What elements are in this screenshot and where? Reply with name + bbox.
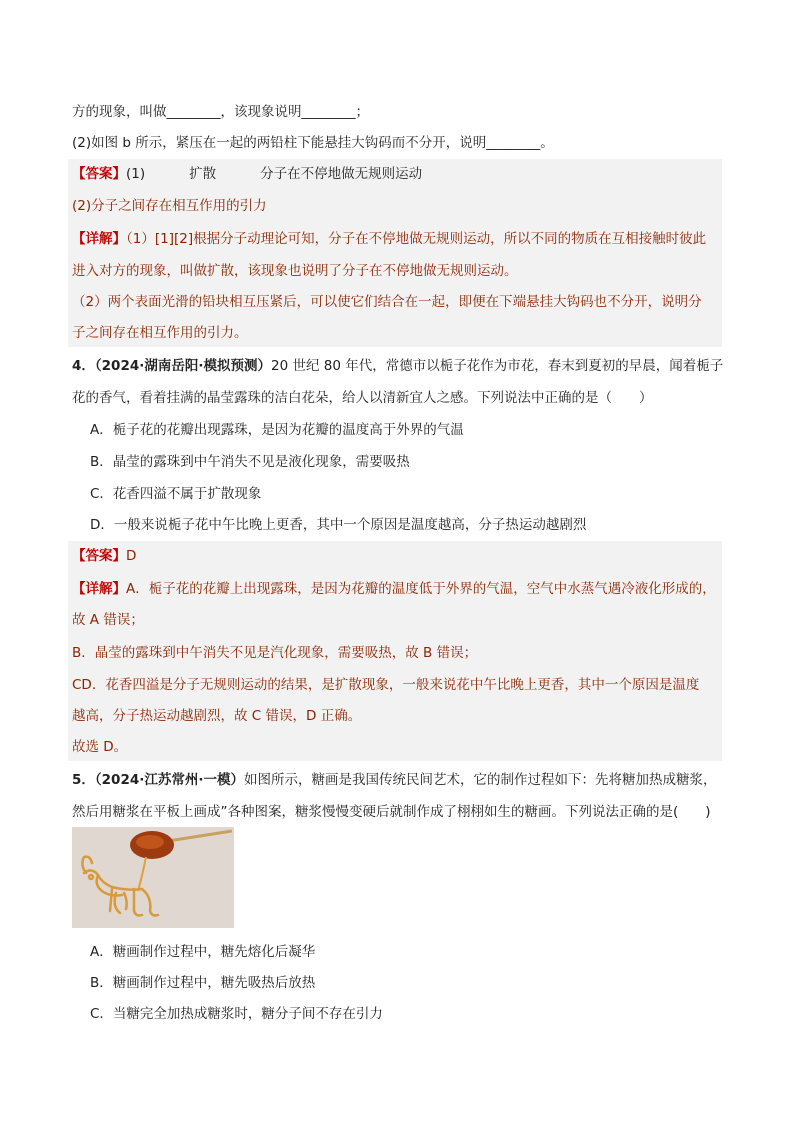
q4-option-d: D．一般来说栀子花中午比晚上更香，其中一个原因是温度越高，分子热运动越剧烈 [90, 517, 587, 533]
q4-detail-line2: 故 A 错误； [72, 612, 144, 628]
q5-number: 5． [72, 772, 95, 788]
detail-text: A．栀子花的花瓣上出现露珠，是因为花瓣的温度低于外界的气温，空气中水蒸气遇冷液化形成的， [126, 581, 716, 597]
detail-label: 【详解】 [72, 581, 126, 597]
q4-source: （2024·湖南岳阳·模拟预测） [94, 358, 271, 374]
q4-number: 4． [72, 358, 95, 374]
q3-detail-line4: 子之间存在相互作用的引力。 [72, 325, 248, 341]
q5-stem-line2: 然后用糖浆在平板上画成”各种图案，糖浆慢慢变硬后就制作成了栩栩如生的糖画。下列说法正确的是( ) [72, 804, 711, 820]
q5-stem: 如图所示，糖画是我国传统民间艺术，它的制作过程如下：先将糖加热成糖浆， [244, 772, 717, 788]
q3-stem-tail: 方的现象，叫做________，该现象说明________； [72, 104, 369, 120]
q4-detail-line5: 越高，分子热运动越剧烈，故 C 错误，D 正确。 [72, 708, 362, 724]
q4-stem-line2: 花的香气，看着挂满的晶莹露珠的洁白花朵，给人以清新宜人之感。下列说法中正确的是（ ） [72, 390, 653, 406]
answer-part1-number: (1) [126, 166, 146, 182]
q4-detail-line4: CD．花香四溢是分子无规则运动的结果，是扩散现象，一般来说花中午比晚上更香，其中一个原因是温度 [72, 677, 700, 693]
q3-answer [72, 164, 422, 184]
q5-stem-line1 [72, 770, 717, 790]
answer-part1-b: 分子在不停地做无规则运动 [260, 166, 423, 182]
answer-label: 【答案】 [72, 166, 126, 182]
answer-part1-a: 扩散 [189, 166, 217, 182]
q3-part2: (2)如图 b 所示，紧压在一起的两铅柱下能悬挂大钩码而不分开，说明________。 [72, 135, 554, 151]
q5-option-c: C．当糖完全加热成糖浆时，糖分子间不存在引力 [90, 1006, 383, 1022]
q5-option-a: A．糖画制作过程中，糖先熔化后凝华 [90, 944, 316, 960]
q4-stem: 20 世纪 80 年代，常德市以栀子花作为市花，春末到夏初的早晨，闻着栀子 [271, 358, 724, 374]
answer-value: D [126, 548, 137, 564]
q3-solution-block [68, 159, 722, 347]
q4-option-b: B．晶莹的露珠到中午消失不见是液化现象，需要吸热 [90, 454, 410, 470]
sugar-painting-photo [72, 827, 234, 928]
q3-answer-part2: (2)分子之间存在相互作用的引力 [72, 198, 267, 214]
q3-detail-line1 [72, 229, 706, 249]
q4-stem-line1 [72, 356, 723, 376]
q4-detail-line3: B．晶莹的露珠到中午消失不见是汽化现象，需要吸热，故 B 错误； [72, 645, 478, 661]
q4-answer [72, 546, 136, 566]
answer-label: 【答案】 [72, 548, 126, 564]
q5-option-b: B．糖画制作过程中，糖先吸热后放热 [90, 975, 316, 991]
q3-detail-line3: （2）两个表面光滑的铅块相互压紧后，可以使它们结合在一起，即便在下端悬挂大钩码也不分开，说明分 [72, 294, 702, 310]
detail-label: 【详解】 [72, 231, 126, 247]
q4-detail-line1 [72, 579, 716, 599]
detail-text: （1）[1][2]根据分子动理论可知，分子在不停地做无规则运动，所以不同的物质在互相接触时彼此 [126, 231, 707, 247]
q4-detail-line6: 故选 D。 [72, 739, 128, 755]
q4-option-c: C．花香四溢不属于扩散现象 [90, 486, 262, 502]
q5-source: （2024·江苏常州·一模） [94, 772, 244, 788]
q4-option-a: A．栀子花的花瓣出现露珠，是因为花瓣的温度高于外界的气温 [90, 422, 464, 438]
q3-detail-line2: 进入对方的现象，叫做扩散，该现象也说明了分子在不停地做无规则运动。 [72, 263, 518, 279]
